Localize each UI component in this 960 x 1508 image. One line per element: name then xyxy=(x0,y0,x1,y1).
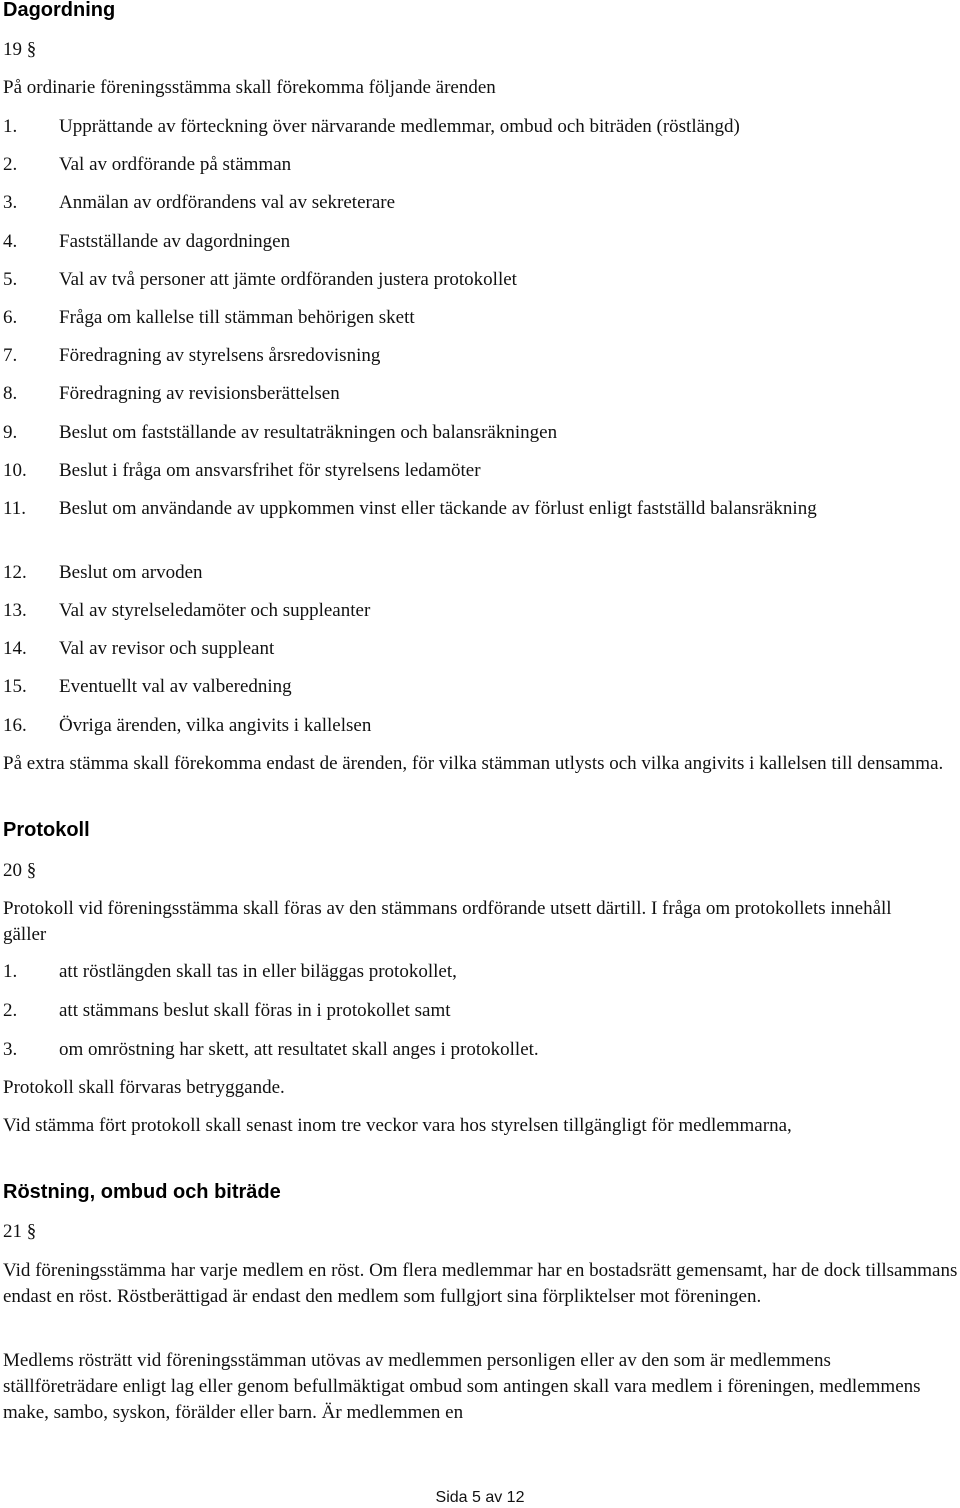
list-item-text: Beslut om fastställande av resultaträkningen och balansräkningen xyxy=(59,421,558,443)
protokoll-intro: Protokoll vid föreningsstämma skall föras av den stämmans ordförande utsett därtill. I fråga om protokollets innehåll gäller xyxy=(3,898,892,945)
list-item xyxy=(3,343,948,381)
list-item xyxy=(3,305,948,343)
list-item xyxy=(3,152,948,190)
list-item-text: Val av två personer att jämte ordföranden justera protokollet xyxy=(59,268,517,290)
list-item-text: Föredragning av styrelsens årsredovisning xyxy=(59,345,381,367)
list-item-number: 16. xyxy=(3,714,27,736)
list-item-number: 13. xyxy=(3,600,27,622)
paragraph-number-19: 19 § xyxy=(3,39,37,60)
list-item-text: Val av styrelseledamöter och suppleanter xyxy=(59,600,371,622)
extra-meeting-text: På extra stämma skall förekomma endast de ärenden, för vilka stämman utlysts och vilka angivits i kallelsen till densamma. xyxy=(3,753,944,774)
list-item-text: Beslut i fråga om ansvarsfrihet för styrelsens ledamöter xyxy=(59,459,481,481)
list-item-number: 3. xyxy=(3,192,18,214)
list-item xyxy=(3,998,948,1037)
list-item-number: 3. xyxy=(3,1039,18,1060)
protokoll-list xyxy=(3,959,948,1076)
list-item xyxy=(3,381,948,419)
list-item-number: 8. xyxy=(3,383,18,405)
list-item xyxy=(3,674,948,712)
rostning-paragraph-2: Medlems rösträtt vid föreningsstämman utövas av medlemmen personligen eller av den som är medlemmens ställföreträdare enligt lag eller genom befullmäktigat ombud som antingen skall vara medlem i föreningen, medlemmens make, sambo, syskon, förälder eller barn. Är medlemmen en xyxy=(3,1350,921,1423)
rostning-paragraph-1: Vid föreningsstämma har varje medlem en röst. Om flera medlemmar har en bostadsrätt gemensamt, har de dock tillsammans endast en röst. Röstberättigad är endast den medlem som fullgjort sina förpliktelser mot föreningen. xyxy=(3,1260,958,1307)
list-item-text: Övriga ärenden, vilka angivits i kallelsen xyxy=(59,714,372,736)
protokoll-availability: Vid stämma fört protokoll skall senast inom tre veckor vara hos styrelsen tillgängligt för medlemmarna, xyxy=(3,1115,792,1136)
list-item-text: Fråga om kallelse till stämman behörigen skett xyxy=(59,306,415,328)
list-item xyxy=(3,190,948,228)
list-item xyxy=(3,458,948,496)
list-item-text: Föredragning av revisionsberättelsen xyxy=(59,383,340,405)
list-item xyxy=(3,598,948,636)
section-heading-dagordning: Dagordning xyxy=(3,0,116,21)
list-item xyxy=(3,959,948,998)
section-heading-protokoll: Protokoll xyxy=(3,819,90,841)
list-item-text: om omröstning har skett, att resultatet skall anges i protokollet. xyxy=(59,1039,539,1060)
list-item-text: Eventuellt val av valberedning xyxy=(59,676,292,698)
section-heading-rostning: Röstning, ombud och biträde xyxy=(3,1181,281,1203)
list-item-number: 11. xyxy=(3,497,27,519)
protokoll-storage: Protokoll skall förvaras betryggande. xyxy=(3,1077,285,1098)
list-item xyxy=(3,560,948,598)
list-item-text: Fastställande av dagordningen xyxy=(59,230,291,252)
list-item-text: att röstlängden skall tas in eller biläggas protokollet, xyxy=(59,961,457,982)
list-item-number: 4. xyxy=(3,230,18,252)
list-item xyxy=(3,713,948,751)
list-item-number: 9. xyxy=(3,421,18,443)
list-item-number: 1. xyxy=(3,961,18,982)
list-item xyxy=(3,420,948,458)
page-footer xyxy=(0,1488,960,1508)
list-item-text: Upprättande av förteckning över närvarande medlemmar, ombud och biträden (röstlängd) xyxy=(59,116,740,137)
list-item-number: 2. xyxy=(3,154,18,176)
page-number: Sida 5 av 12 xyxy=(435,1489,525,1506)
list-item-text: Beslut om arvoden xyxy=(59,561,203,583)
list-item-text: Anmälan av ordförandens val av sekreterare xyxy=(59,192,396,214)
list-item-number: 2. xyxy=(3,1000,18,1021)
list-item xyxy=(3,229,948,267)
agenda-list xyxy=(3,114,948,751)
list-item-number: 15. xyxy=(3,676,27,698)
paragraph-number-20: 20 § xyxy=(3,860,37,881)
list-item-text: Val av revisor och suppleant xyxy=(59,638,275,660)
list-item xyxy=(3,1037,948,1076)
list-item xyxy=(3,267,948,305)
list-item-number: 7. xyxy=(3,345,18,367)
list-item-text: att stämmans beslut skall föras in i protokollet samt xyxy=(59,1000,451,1021)
list-item-number: 5. xyxy=(3,268,18,290)
paragraph-number-21: 21 § xyxy=(3,1221,37,1242)
dagordning-intro: På ordinarie föreningsstämma skall förekomma följande ärenden xyxy=(3,77,496,98)
list-item xyxy=(3,636,948,674)
list-item-number: 6. xyxy=(3,306,18,328)
list-item-number: 14. xyxy=(3,638,27,660)
list-item-text: Val av ordförande på stämman xyxy=(59,154,292,176)
list-item xyxy=(3,496,948,560)
list-item-number: 1. xyxy=(3,116,18,137)
list-item-number: 12. xyxy=(3,561,27,583)
list-item-number: 10. xyxy=(3,459,27,481)
list-item xyxy=(3,114,948,152)
list-item-text: Beslut om användande av uppkommen vinst eller täckande av förlust enligt fastställd balansräkning xyxy=(59,497,817,519)
